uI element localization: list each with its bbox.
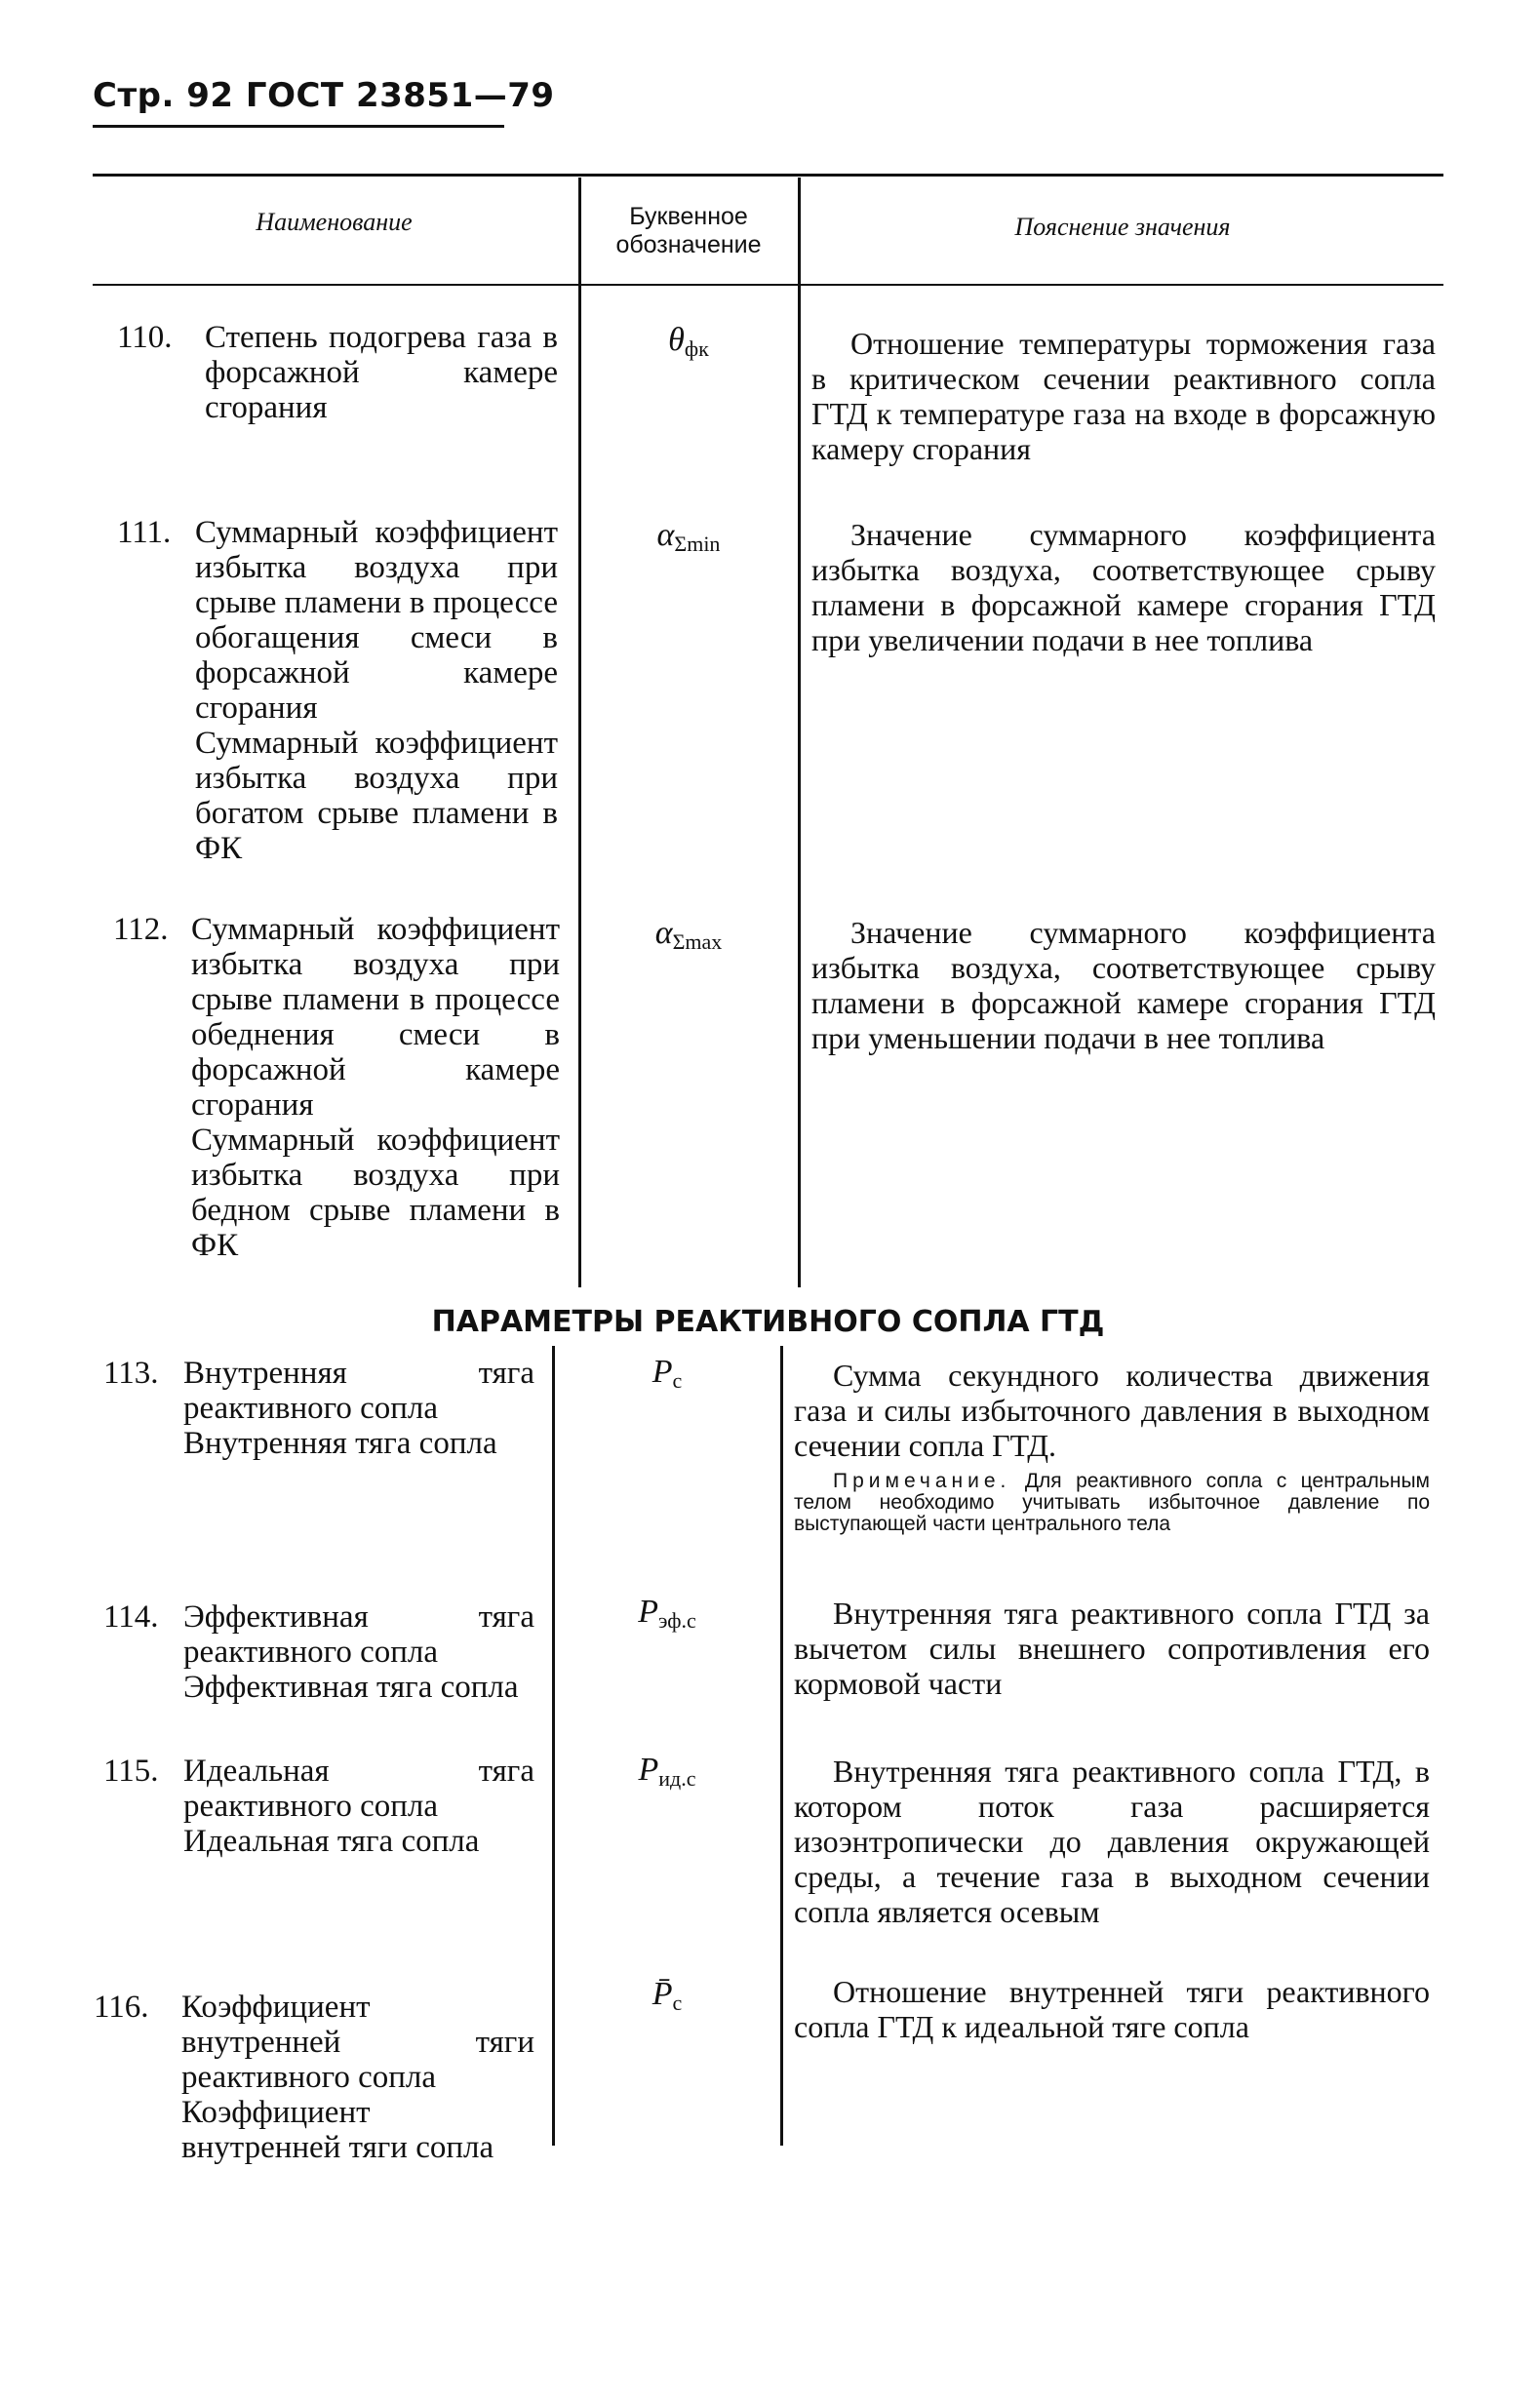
- symbol-main: θ: [668, 322, 685, 358]
- table-top-rule: [93, 174, 1443, 177]
- row-number: 112.: [113, 912, 169, 947]
- table-row-116-explanation: Отношение внутренней тяги реактивного сопла ГТД к идеальной тяге сопла: [794, 1974, 1430, 2044]
- page-header: Стр. 92 ГОСТ 23851—79: [93, 76, 555, 115]
- term-alt-name: Внутренняя тяга сопла: [183, 1426, 497, 1461]
- table-row-113-explanation: Сумма секундного количества движения газа и силы избыточного давления в выходном сечении сопла ГТД.: [794, 1358, 1430, 1463]
- term-alt-name: Идеальная тяга сопла: [183, 1824, 480, 1859]
- table-row-111-name: [119, 515, 558, 866]
- table-header-rule: [93, 284, 1443, 286]
- column-divider: [552, 1346, 555, 2146]
- symbol-subscript: ид.с: [658, 1766, 696, 1791]
- table-row-110-symbol: [582, 322, 795, 362]
- column-divider: [798, 177, 801, 1287]
- symbol-main: P: [638, 1594, 658, 1630]
- note-text: Для реактивного сопла с центральным телом необходимо учитывать избыточное давление по выступающей части центрального тела: [794, 1470, 1430, 1535]
- symbol-subscript: с: [672, 1991, 683, 2015]
- row-number: 113.: [103, 1356, 159, 1391]
- term-name: Суммарный коэффициент избытка воздуха при срыве пламени в процессе обеднения смеси в форсажной камере сгорания: [191, 912, 560, 1123]
- column-divider: [780, 1346, 783, 2146]
- term-name: Степень подогрева газа в форсажной камере сгорания: [205, 320, 558, 425]
- table-row-111-symbol: [582, 517, 795, 557]
- term-name: Идеальная тяга реактивного сопла: [183, 1754, 534, 1824]
- term-name: Внутренняя тяга реактивного сопла: [183, 1356, 534, 1426]
- note-lead: Примечание.: [833, 1470, 1011, 1492]
- symbol-main: P̄: [652, 1976, 673, 2012]
- term-name: Коэффициент внутренней тяги реактивного сопла: [181, 1990, 534, 2095]
- table-row-115-explanation: Внутренняя тяга реактивного сопла ГТД, в котором поток газа расширяется изоэнтропически до давления окружающей среды, а течение газа в выходном сечении сопла является осевым: [794, 1754, 1430, 1929]
- column-header-symbol-line1: Буквенное: [629, 203, 748, 230]
- term-alt-name: Суммарный коэффициент избытка воздуха при богатом срыве пламени в ФК: [195, 726, 558, 866]
- table-row-112-symbol: [582, 915, 795, 955]
- table-row-116-symbol: [556, 1976, 778, 2016]
- table-row-110-name: [119, 320, 558, 425]
- row-number: 110.: [117, 320, 173, 355]
- column-divider: [578, 177, 581, 1287]
- table-row-114-symbol: [556, 1594, 778, 1634]
- table-row-115-symbol: [556, 1752, 778, 1792]
- row-number: 115.: [103, 1754, 159, 1789]
- column-header-symbol-line2: обозначение: [615, 231, 762, 258]
- table-row-113-name: [105, 1356, 534, 1461]
- term-alt-name: Суммарный коэффициент избытка воздуха при бедном срыве пламени в ФК: [191, 1123, 560, 1263]
- symbol-main: P: [638, 1752, 659, 1788]
- table-row-116-name: [96, 1990, 534, 2165]
- symbol-subscript: Σmax: [672, 929, 723, 954]
- row-number: 111.: [117, 515, 172, 550]
- table-row-115-name: [105, 1754, 534, 1859]
- header-rule: [93, 125, 504, 128]
- table-row-111-explanation: Значение суммарного коэффициента избытка воздуха, соответствующее срыву пламени в форсажной камере сгорания ГТД при увеличении подачи в нее топлива: [811, 517, 1436, 657]
- table-row-113-note: [794, 1471, 1430, 1535]
- symbol-subscript: фк: [684, 336, 709, 361]
- table-row-114-name: [105, 1599, 534, 1705]
- table-row-114-explanation: Внутренняя тяга реактивного сопла ГТД за вычетом силы внешнего сопротивления его кормовой части: [794, 1596, 1430, 1701]
- column-header-name: Наименование: [256, 208, 413, 236]
- row-number: 114.: [103, 1599, 159, 1635]
- table-row-112-explanation: Значение суммарного коэффициента избытка воздуха, соответствующее срыву пламени в форсажной камере сгорания ГТД при уменьшении подачи в нее топлива: [811, 915, 1436, 1055]
- symbol-subscript: Σmin: [674, 532, 721, 556]
- symbol-subscript: эф.с: [657, 1608, 696, 1633]
- column-header-explanation: Пояснение значения: [1014, 213, 1231, 241]
- term-name: Эффективная тяга реактивного сопла: [183, 1599, 534, 1670]
- column-header-symbol: [582, 203, 795, 259]
- table-row-112-name: [115, 912, 560, 1263]
- symbol-subscript: с: [672, 1368, 683, 1393]
- section-title: ПАРАМЕТРЫ РЕАКТИВНОГО СОПЛА ГТД: [431, 1305, 1105, 1339]
- table-row-113-symbol: [556, 1354, 778, 1394]
- symbol-main: P: [652, 1354, 673, 1390]
- symbol-main: α: [654, 915, 673, 951]
- symbol-main: α: [656, 517, 675, 553]
- row-number: 116.: [94, 1990, 149, 2025]
- table-row-110-explanation: Отношение температуры торможения газа в критическом сечении реактивного сопла ГТД к температуре газа на входе в форсажную камеру сгорания: [811, 326, 1436, 466]
- term-alt-name: Эффективная тяга сопла: [183, 1670, 519, 1705]
- term-alt-name: Коэффициент внутренней тяги сопла: [181, 2095, 494, 2165]
- term-name: Суммарный коэффициент избытка воздуха при срыве пламени в процессе обогащения смеси в форсажной камере сгорания: [195, 515, 558, 726]
